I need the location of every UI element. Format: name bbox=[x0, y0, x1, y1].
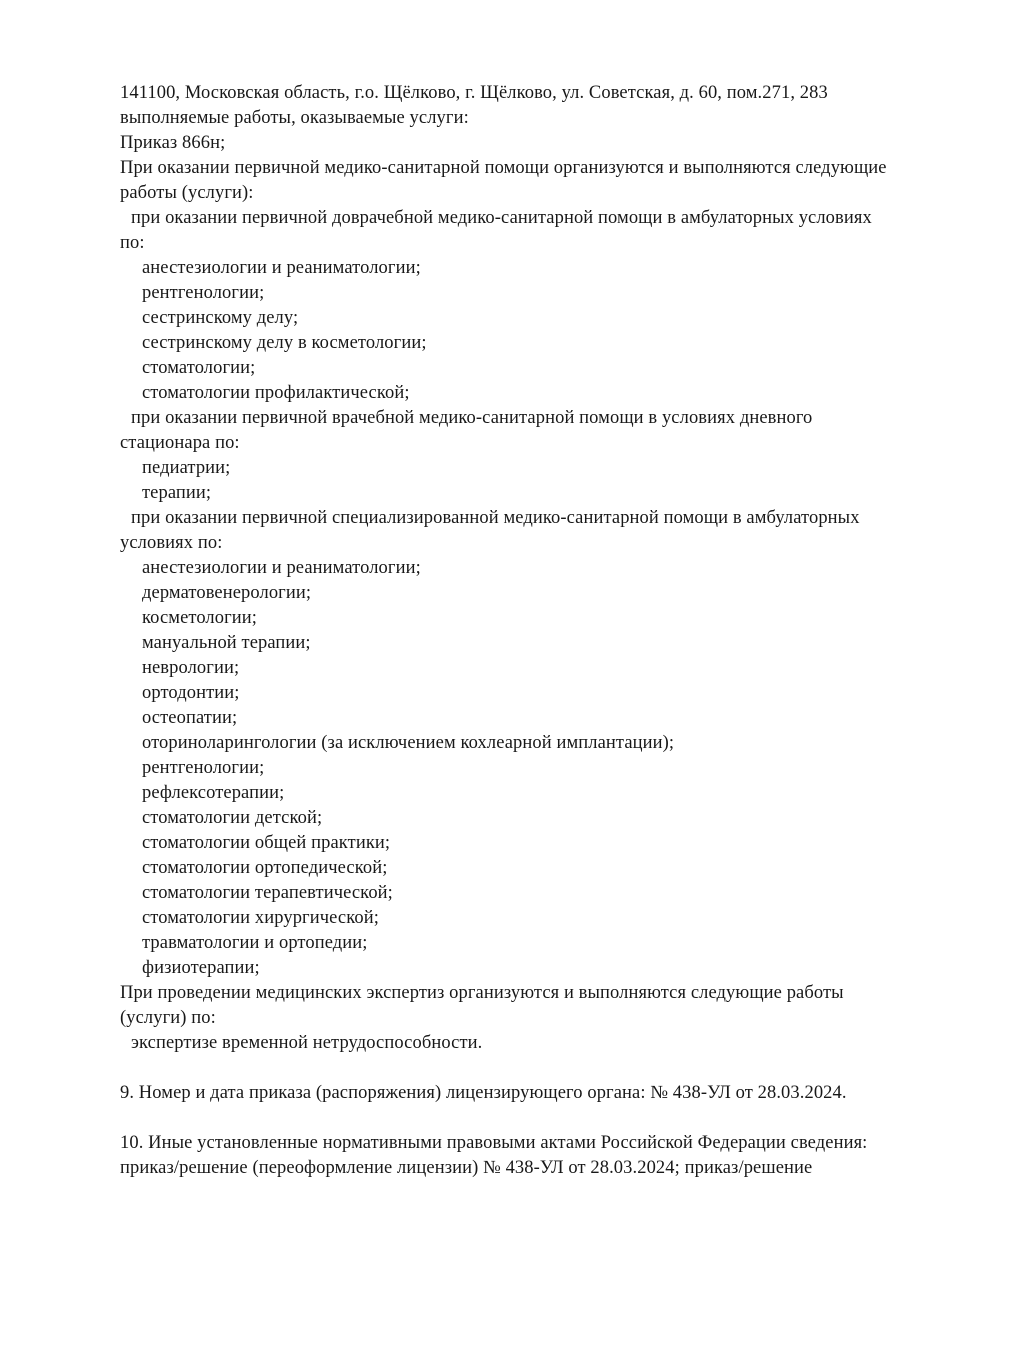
document-line: травматологии и ортопедии; bbox=[142, 933, 368, 953]
document-line: При оказании первичной медико-санитарной помощи организуются и выполняются следующие bbox=[120, 158, 887, 178]
document-line: стоматологии ортопедической; bbox=[142, 858, 388, 878]
document-line: при оказании первичной специализированной медико-санитарной помощи в амбулаторных bbox=[131, 508, 860, 528]
document-line: сестринскому делу; bbox=[142, 308, 299, 328]
document-line: анестезиологии и реаниматологии; bbox=[142, 258, 421, 278]
document-line: рентгенологии; bbox=[142, 283, 265, 303]
document-line: анестезиологии и реаниматологии; bbox=[142, 558, 421, 578]
document-line: по: bbox=[120, 233, 145, 253]
document-line: оториноларингологии (за исключением кохлеарной имплантации); bbox=[142, 733, 675, 753]
document-line: терапии; bbox=[142, 483, 212, 503]
document-line: стоматологии; bbox=[142, 358, 256, 378]
blank-line bbox=[120, 1106, 980, 1131]
document-line: экспертизе временной нетрудоспособности. bbox=[131, 1033, 483, 1053]
blank-line bbox=[120, 1056, 980, 1081]
document-line: рентгенологии; bbox=[142, 758, 265, 778]
document-line: дерматовенерологии; bbox=[142, 583, 312, 603]
document-line: стоматологии терапевтической; bbox=[142, 883, 393, 903]
document-line: 9. Номер и дата приказа (распоряжения) лицензирующего органа: № 438-УЛ от 28.03.2024. bbox=[120, 1083, 847, 1103]
document-line: работы (услуги): bbox=[120, 183, 254, 203]
document-line: стоматологии профилактической; bbox=[142, 383, 410, 403]
document-line: При проведении медицинских экспертиз организуются и выполняются следующие работы bbox=[120, 983, 844, 1003]
document-line: условиях по: bbox=[120, 533, 223, 553]
document-line: (услуги) по: bbox=[120, 1008, 216, 1028]
document-line: выполняемые работы, оказываемые услуги: bbox=[120, 108, 469, 128]
document-line: педиатрии; bbox=[142, 458, 231, 478]
document-line: остеопатии; bbox=[142, 708, 238, 728]
document-line: неврологии; bbox=[142, 658, 240, 678]
document-line: сестринскому делу в косметологии; bbox=[142, 333, 427, 353]
document-line: стоматологии общей практики; bbox=[142, 833, 391, 853]
document-line: стационара по: bbox=[120, 433, 240, 453]
document-line: Приказ 866н; bbox=[120, 133, 226, 153]
document-line: косметологии; bbox=[142, 608, 258, 628]
document-line: при оказании первичной доврачебной медико-санитарной помощи в амбулаторных условиях bbox=[131, 208, 872, 228]
document-line: ортодонтии; bbox=[142, 683, 240, 703]
document-line: приказ/решение (переоформление лицензии) № 438-УЛ от 28.03.2024; приказ/решение bbox=[120, 1158, 813, 1178]
document-text-block bbox=[120, 81, 980, 1181]
document-line: рефлексотерапии; bbox=[142, 783, 285, 803]
document-line: стоматологии детской; bbox=[142, 808, 323, 828]
document-line: при оказании первичной врачебной медико-санитарной помощи в условиях дневного bbox=[131, 408, 813, 428]
document-line: физиотерапии; bbox=[142, 958, 260, 978]
document-line: мануальной терапии; bbox=[142, 633, 311, 653]
document-line: 141100, Московская область, г.о. Щёлково, г. Щёлково, ул. Советская, д. 60, пом.271, 283 bbox=[120, 83, 828, 103]
document-line: 10. Иные установленные нормативными правовыми актами Российской Федерации сведения: bbox=[120, 1133, 868, 1153]
document-line: стоматологии хирургической; bbox=[142, 908, 379, 928]
